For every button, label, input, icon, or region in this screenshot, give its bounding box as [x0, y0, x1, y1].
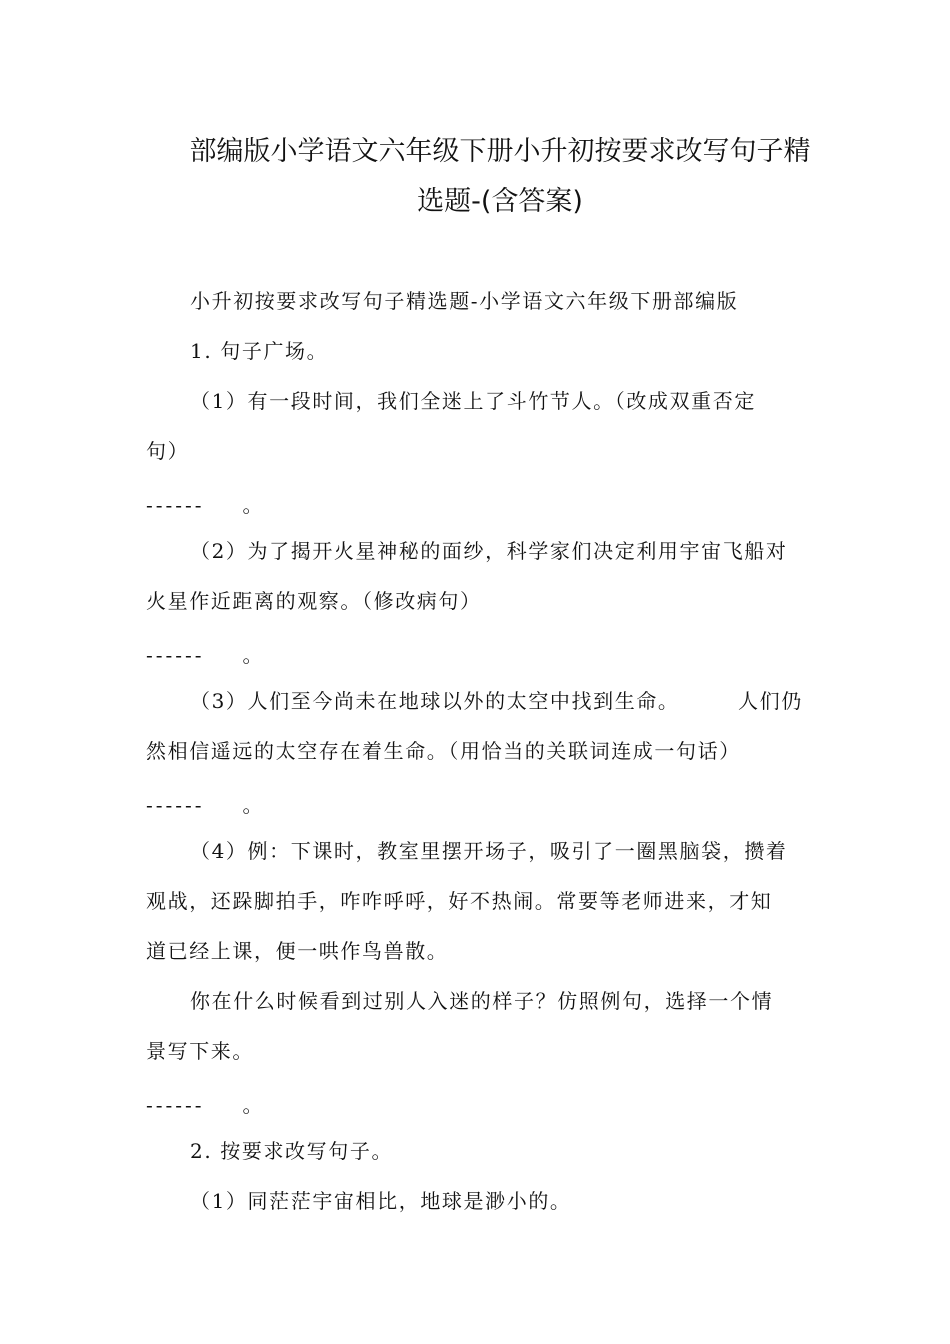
answer-blank-4 — [146, 1090, 264, 1120]
answer-blank-period: 。 — [242, 643, 265, 667]
q1-item-4-question-line-2: 景写下来。 — [146, 1039, 254, 1063]
document-title-line-1: 部编版小学语文六年级下册小升初按要求改写句子精 — [189, 136, 811, 167]
answer-blank-dashes: ------ — [146, 793, 205, 817]
q1-item-3-line-1b: 人们仍 — [738, 689, 803, 713]
q1-item-3-line-1a: （3）人们至今尚未在地球以外的太空中找到生命。 — [190, 689, 680, 713]
answer-blank-2 — [146, 640, 264, 670]
answer-blank-1 — [146, 490, 264, 520]
question-2-heading: 2. 按要求改写句子。 — [190, 1139, 394, 1163]
q1-item-4-question-line-1: 你在什么时候看到过别人入迷的样子？仿照例句，选择一个情 — [190, 989, 774, 1013]
answer-blank-dashes: ------ — [146, 643, 205, 667]
document-subtitle: 小升初按要求改写句子精选题-小学语文六年级下册部编版 — [190, 289, 739, 313]
answer-blank-dashes: ------ — [146, 1093, 205, 1117]
q1-item-2-line-2: 火星作近距离的观察。（修改病句） — [146, 589, 482, 613]
q1-item-3-line-2: 然相信遥远的太空存在着生命。（用恰当的关联词连成一句话） — [146, 739, 741, 763]
q1-item-4-line-3: 道已经上课，便一哄作鸟兽散。 — [146, 939, 449, 963]
q2-item-1: （1）同茫茫宇宙相比，地球是渺小的。 — [190, 1189, 572, 1213]
q1-item-2-line-1: （2）为了揭开火星神秘的面纱，科学家们决定利用宇宙飞船对 — [190, 539, 788, 563]
answer-blank-period: 。 — [242, 493, 265, 517]
q1-item-1-line-2: 句） — [146, 439, 190, 463]
answer-blank-3 — [146, 790, 264, 820]
question-1-heading: 1. 句子广场。 — [190, 339, 329, 363]
answer-blank-period: 。 — [242, 1093, 265, 1117]
answer-blank-dashes: ------ — [146, 493, 205, 517]
q1-item-1-line-1: （1）有一段时间，我们全迷上了斗竹节人。（改成双重否定 — [190, 389, 756, 413]
document-title-line-2: 选题-(含答案) — [417, 186, 583, 217]
answer-blank-period: 。 — [242, 793, 265, 817]
q1-item-4-line-1: （4）例：下课时，教室里摆开场子，吸引了一圈黑脑袋，攒着 — [190, 839, 788, 863]
q1-item-4-line-2: 观战，还跺脚拍手，咋咋呼呼，好不热闹。常要等老师进来，才知 — [146, 889, 773, 913]
